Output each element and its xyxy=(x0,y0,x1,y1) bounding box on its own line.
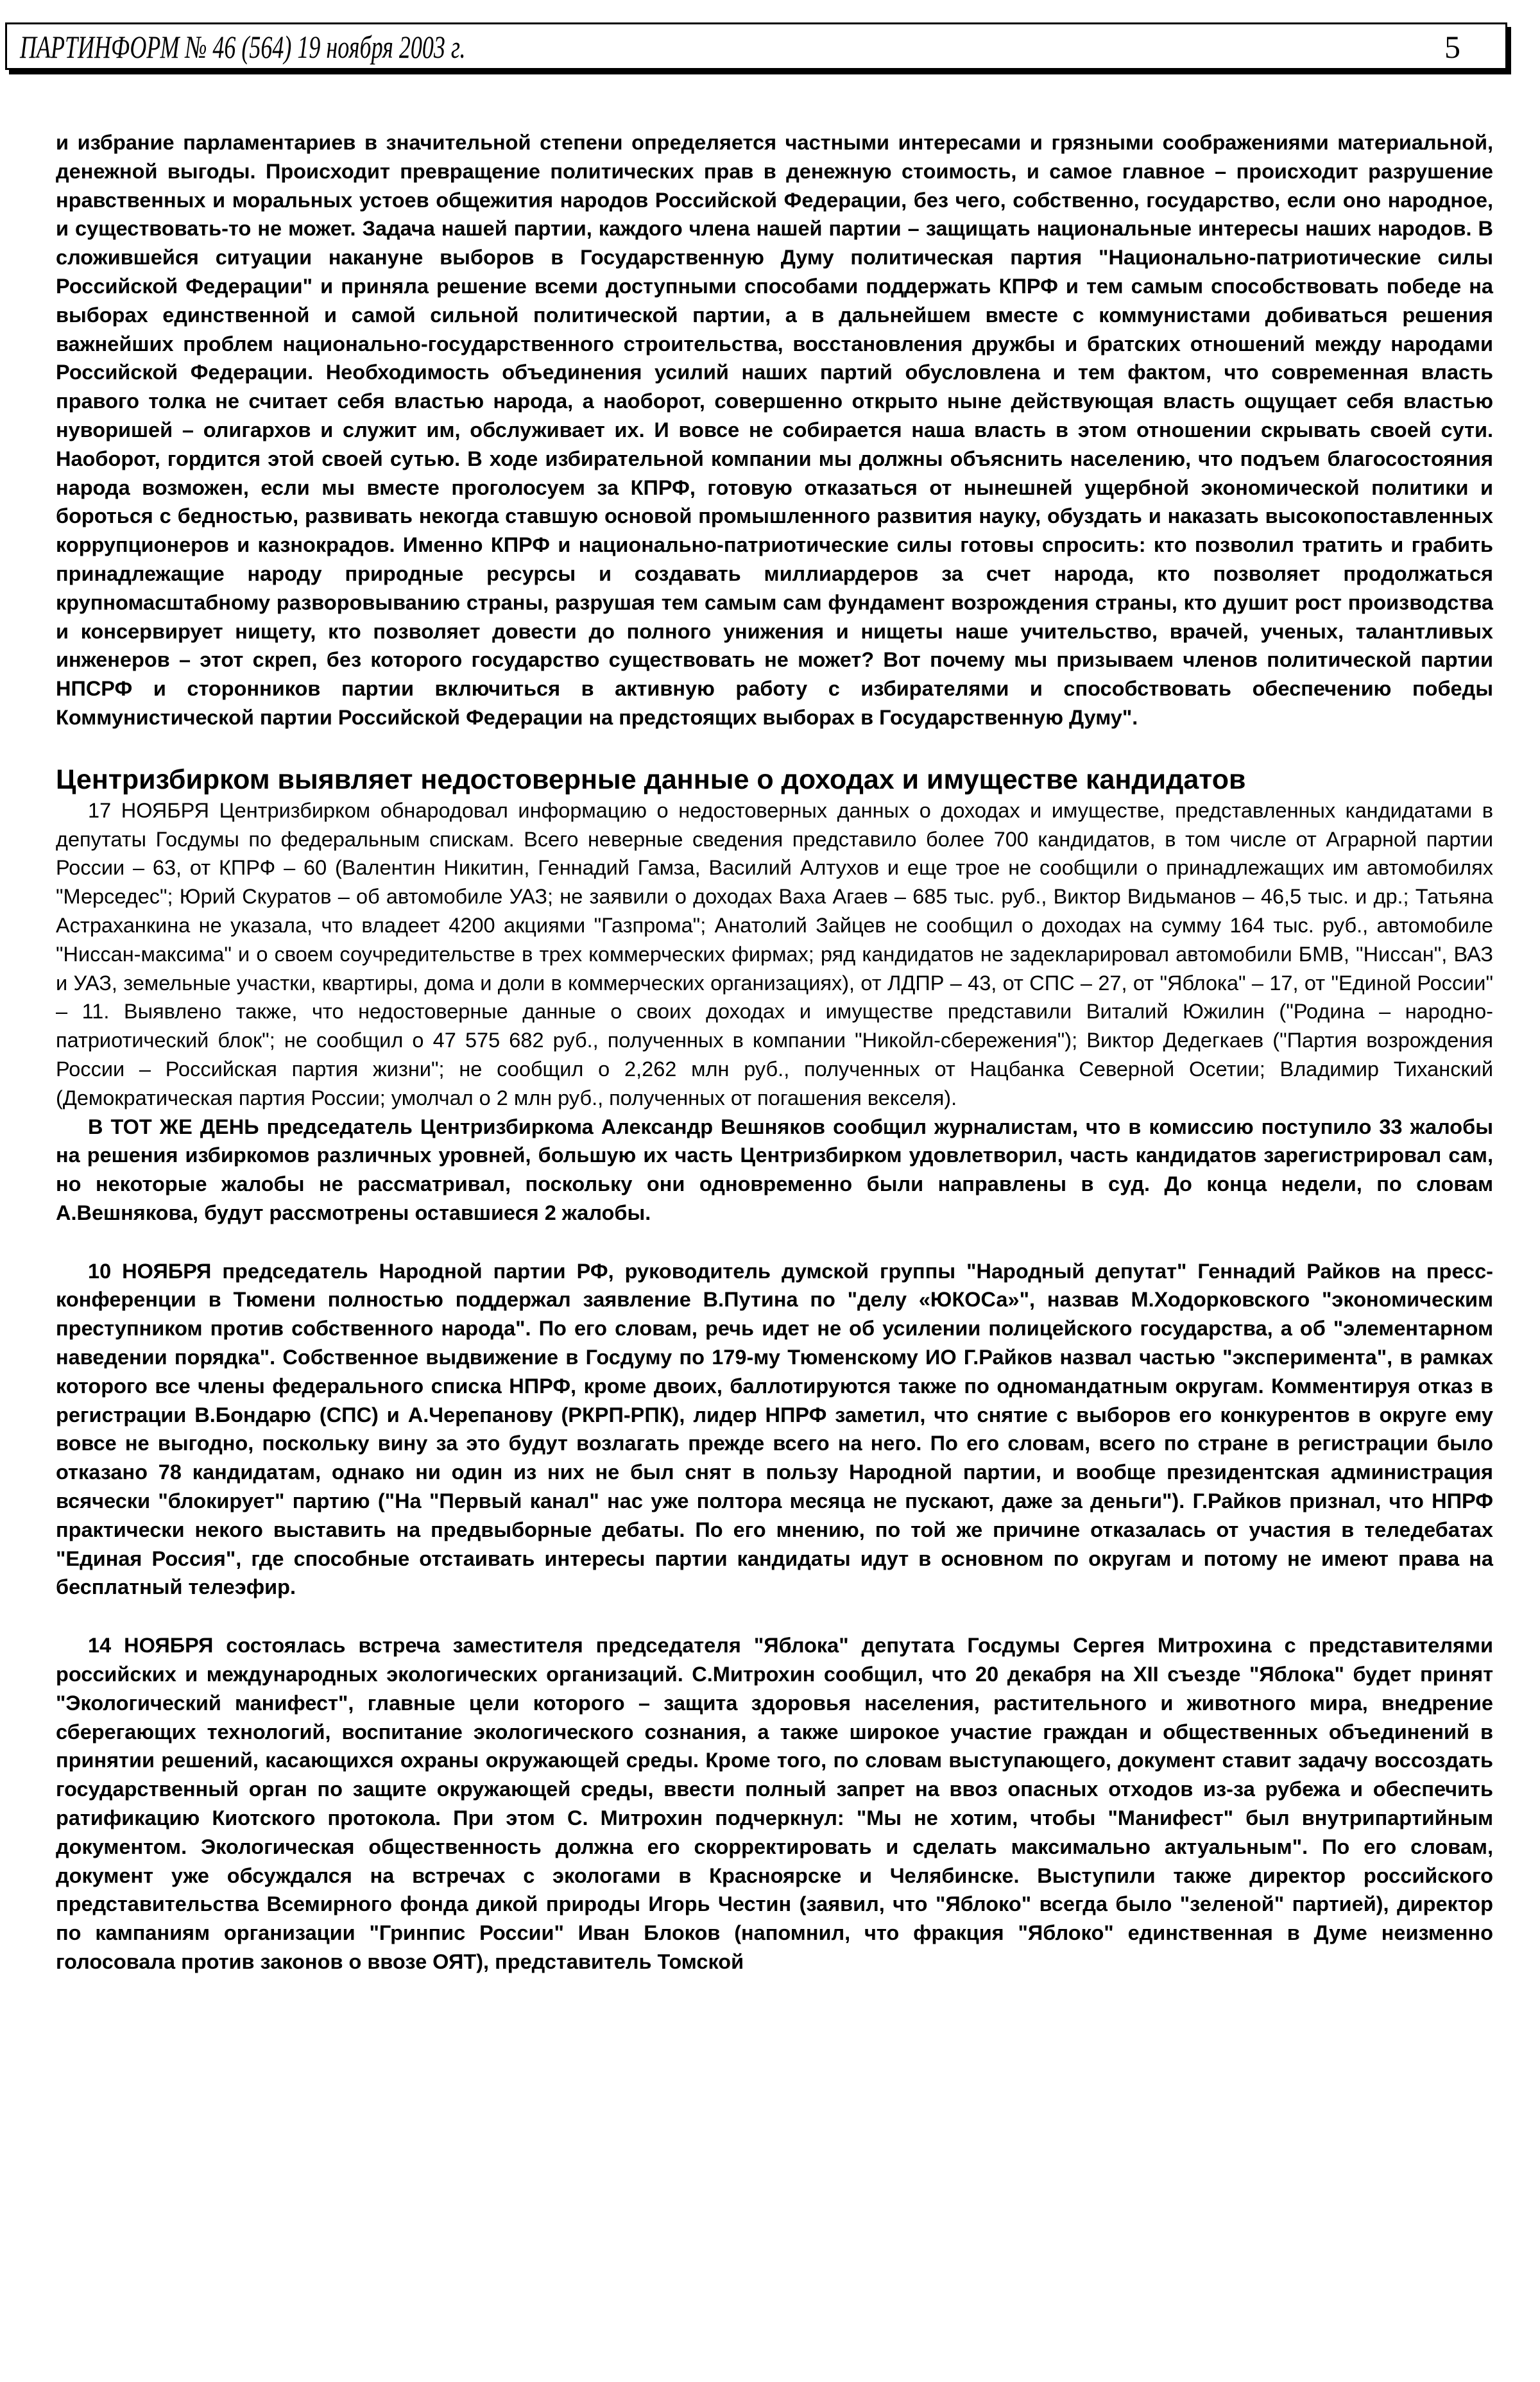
news-item-paragraph: 14 НОЯБРЯ состоялась встреча заместителя председателя "Яблока" депутата Госдумы Сергея Митрохина с представителями российских и международных экологических организаций. С.Митрохин сообщил, что 20 декабря на XII съезде "Яблока" будет принят "Экологический манифест", главные цели которого – защита здоровья населения, растительного и животного мира, внедрение сберегающих технологий, воспитание экологического сознания, а также широкое участие граждан и общественных объединений в принятии решений, касающихся охраны окружающей среды. Кроме того, по словам выступающего, документ ставит задачу воссоздать государственный орган по защите окружающей среды, ввести полный запрет на ввоз опасных отходов из-за рубежа и обеспечить ратификацию Киотского протокола. При этом С. Митрохин подчеркнул: "Мы не хотим, чтобы "Манифест" был внутрипартийным документом. Экологическая общественность должна его скорректировать и сделать максимально актуальным". По его словам, документ уже обсуждался на встречах с экологами в Красноярске и Челябинске. Выступили также директор российского представительства Всемирного фонда дикой природы Игорь Честин (заявил, что "Яблоко" всегда было "зеленой" партией), директор по кампаниям организации "Гринпис России" Иван Блоков (напомнил, что фракция "Яблоко" единственная в Думе неизменно голосовала против законов о ввозе ОЯТ), представитель Томской xyxy=(56,1634,1493,1974)
article-paragraph: 17 НОЯБРЯ Центризбирком обнародовал информацию о недостоверных данных о доходах и имуществе, представленных кандидатами в депутаты Госдумы по федеральным спискам. Всего неверные сведения представило более 700 кандидатов, в том числе от Аграрной партии России – 63, от КПРФ – 60 (Валентин Никитин, Геннадий Гамза, Василий Алтухов и еще трое не сообщили о принадлежащих им автомобилях "Мерседес"; Юрий Скуратов – об автомобиле УАЗ; не заявили о доходах Ваха Агаев – 685 тыс. руб., Виктор Видьманов – 46,5 тыс. и др.; Татьяна Астраханкина не указала, что владеет 4200 акциями "Газпрома"; Анатолий Зайцев не сообщил о доходах на сумму 164 тыс. руб., автомобиле "Ниссан-максима" и о своем соучредительстве в трех коммерческих фирмах; ряд кандидатов не задекларировал автомобили БМВ, "Ниссан", ВАЗ и УАЗ, земельные участки, квартиры, дома и доли в коммерческих организациях), от ЛДПР – 43, от СПС – 27, от "Яблока" – 17, от "Единой России" – 11. Выявлено также, что недостоверные данные о своих доходах и имуществе представили Виталий Южилин ("Родина – народно-патриотический блок"; не сообщил о 47 575 682 руб., полученных в компании "Никойл-сбережения"); Виктор Дедегкаев ("Партия возрождения России – Российская партия жизни"; не сообщил о 2,262 млн руб., полученных от Нацбанка Северной Осетии; Владимир Тиханский (Демократическая партия России; умолчал о 2 млн руб., полученных от погашения векселя). xyxy=(56,798,1493,1110)
page-number: 5 xyxy=(1444,29,1460,65)
publication-title: ПАРТИНФОРМ № 46 (564) 19 ноября 2003 г. xyxy=(20,29,466,65)
article-continuation-paragraph: и избрание парламентариев в значительной степени определяется частными интересами и грязными соображениями материальной, денежной выгоды. Происходит превращение политических прав в денежную стоимость, и самое главное – происходит разрушение нравственных и моральных устоев общежития народов Российской Федерации, без чего, собственно, государство, если оно народное, и существовать-то не может. Задача нашей партии, каждого члена нашей партии – защищать национальные интересы наших народов. В сложившейся ситуации накануне выборов в Государственную Думу политическая партия "Национально-патриотические силы Российской Федерации" и приняла решение всеми доступными способами поддержать КПРФ и тем самым способствовать победе на выборах единственной и самой сильной политической партии, а в дальнейшем вместе с коммунистами добиваться решения важнейших проблем национально-государственного строительства, восстановления дружбы и братских отношений между народами Российской Федерации. Необходимость объединения усилий наших партий обусловлена и тем фактом, что современная власть правого толка не считает себя властью народа, а наоборот, совершенно открыто ныне действующая власть ощущает себя властью нуворишей – олигархов и служит им, обслуживает их. И вовсе не собирается наша власть в этом отношении скрывать своей сути. Наоборот, гордится этой своей сутью. В ходе избирательной компании мы должны объяснить населению, что подъем благосостояния народа возможен, если мы вместе проголосуем за КПРФ, готовую отказаться от нынешней ущербной экономической политики и бороться с бедностью, развивать некогда ставшую основой промышленного развития науку, обуздать и наказать высокопоставленных коррупционеров и казнокрадов. Именно КПРФ и национально-патриотические силы готовы спросить: кто позволил тратить и грабить принадлежащие народу природные ресурсы и создавать миллиардеров за счет народа, кто позволяет продолжаться крупномасштабному разворовыванию страны, разрушая тем самым сам фундамент возрождения страны, кто душит рост производства и консервирует нищету, кто позволяет довести до полного унижения и нищеты наше учительство, врачей, ученых, талантливых инженеров – этот скреп, без которого государство существовать не может? Вот почему мы призываем членов политической партии НПСРФ и сторонников партии включиться в активную работу с избирателями и способствовать обеспечению победы Коммунистической партии Российской Федерации на предстоящих выборах в Государственную Думу". xyxy=(56,131,1493,729)
page-content xyxy=(56,128,1493,1976)
article-paragraph: В ТОТ ЖЕ ДЕНЬ председатель Центризбиркома Александр Вешняков сообщил журналистам, что в комиссию поступило 33 жалобы на решения избиркомов различных уровней, большую их часть Центризбирком удовлетворил, часть кандидатов зарегистрировал сам, но некоторые жалобы не рассматривал, поскольку они одновременно были направлены в суд. До конца недели, по словам А.Вешнякова, будут рассмотрены оставшиеся 2 жалобы. xyxy=(56,1115,1493,1224)
page-header xyxy=(5,22,1507,70)
news-item-paragraph: 10 НОЯБРЯ председатель Народной партии РФ, руководитель думской группы "Народный депутат" Геннадий Райков на пресс-конференции в Тюмени полностью поддержал заявление В.Путина по "делу «ЮКОСа»", назвав М.Ходорковского "экономическим преступником против собственного народа". По его словам, речь идет не об усилении полицейского государства, а об "элементарном наведении порядка". Собственное выдвижение в Госдуму по 179-му Тюменскому ИО Г.Райков назвал частью "эксперимента", в рамках которого все члены федерального списка НПРФ, кроме двоих, баллотируются также по одномандатным округам. Комментируя отказ в регистрации В.Бондарю (СПС) и А.Черепанову (РКРП-РПК), лидер НПРФ заметил, что снятие с выборов его конкурентов в округе ему вовсе не выгодно, поскольку вину за это будут возлагать прежде всего на него. По его словам, всего по стране в регистрации было отказано 78 кандидатам, однако ни один из них не был снят в пользу Народной партии, и вообще президентская администрация всячески "блокирует" партию ("На "Первый канал" нас уже полтора месяца не пускают, даже за деньги"). Г.Райков признал, что НПРФ практически некого выставить на предвыборные дебаты. По его мнению, по той же причине отказалась от участия в теледебатах "Единая Россия", где способные отстаивать интересы партии кандидаты идут в основном по округам и потому не имеют права на бесплатный телеэфир. xyxy=(56,1259,1493,1599)
article-headline: Центризбирком выявляет недостоверные данные о доходах и имуществе кандидатов xyxy=(56,764,1246,795)
